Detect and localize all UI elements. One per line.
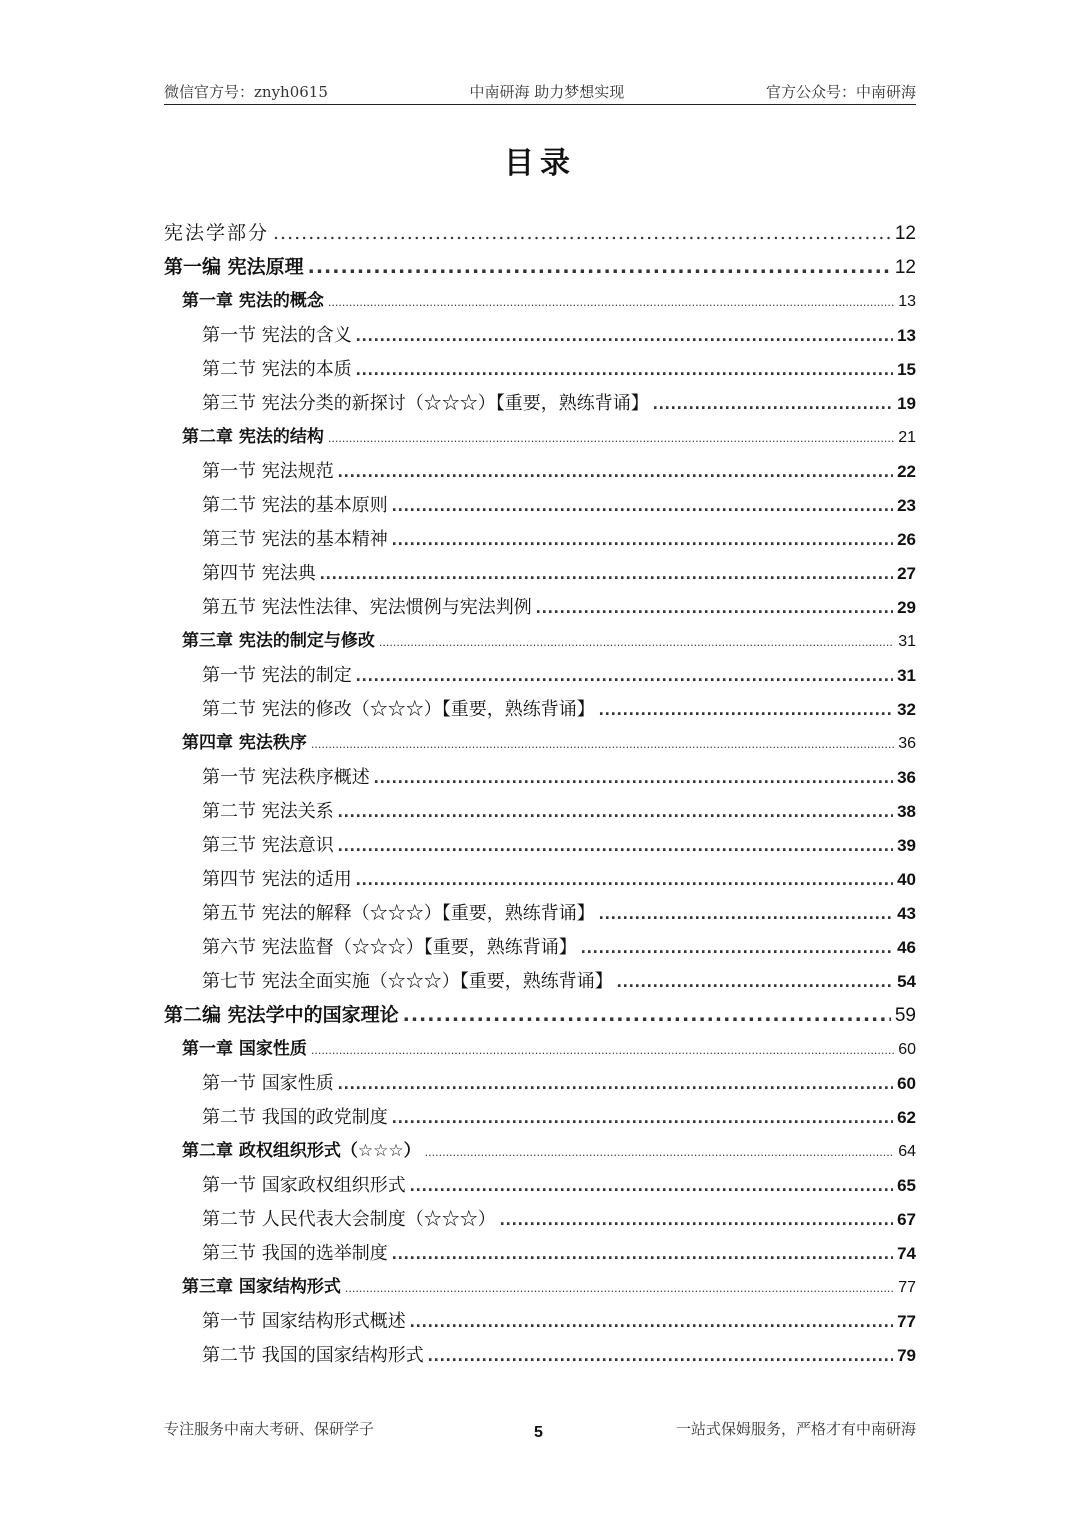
toc-leader-dots	[392, 1100, 893, 1134]
toc-entry-section[interactable]	[164, 828, 916, 862]
toc-entry-chapter[interactable]	[164, 284, 916, 318]
toc-leader-dots	[356, 658, 893, 692]
toc-entry-chapter[interactable]	[164, 624, 916, 658]
toc-leader-dots	[392, 488, 893, 522]
toc-leader-dots	[356, 352, 893, 386]
toc-entry-title: 第四节 宪法典	[202, 563, 316, 584]
toc-leader-dots	[320, 556, 893, 590]
toc-entry-section[interactable]	[164, 1338, 916, 1372]
toc-entry-page: 74	[897, 1244, 916, 1263]
footer-right-text: 一站式保姆服务，严格才有中南研海	[675, 1420, 916, 1438]
toc-leader-dots	[536, 590, 893, 624]
toc-entry-title: 第二节 宪法的修改（☆☆☆）【重要，熟练背诵】	[202, 699, 595, 720]
toc-entry-section[interactable]	[164, 1236, 916, 1270]
toc-leader-dots	[392, 522, 893, 556]
toc-entry-title: 第二节 人民代表大会制度（☆☆☆）	[202, 1209, 496, 1230]
toc-entry-section[interactable]	[164, 692, 916, 726]
toc-entry-title: 第二章 宪法的结构	[182, 427, 324, 447]
toc-entry-section[interactable]	[164, 488, 916, 522]
toc-leader-dots	[273, 216, 891, 250]
toc-entry-title: 第五节 宪法性法律、宪法惯例与宪法判例	[202, 597, 532, 618]
toc-entry-page: 31	[897, 666, 916, 685]
toc-entry-title: 第二节 我国的国家结构形式	[202, 1345, 424, 1366]
toc-entry-section[interactable]	[164, 1304, 916, 1338]
toc-entry-section[interactable]	[164, 318, 916, 352]
toc-entry-section[interactable]	[164, 760, 916, 794]
toc-entry-title: 第一节 国家性质	[202, 1073, 334, 1094]
toc-entry-title: 第三章 宪法的制定与修改	[182, 631, 375, 651]
toc-entry-page: 60	[898, 1041, 916, 1058]
toc-leader-dots	[356, 318, 893, 352]
toc-leader-dots	[356, 862, 893, 896]
toc-entry-page: 65	[897, 1176, 916, 1195]
toc-entry-bian[interactable]	[164, 250, 916, 284]
toc-leader-dots	[338, 454, 893, 488]
toc-entry-title: 第一节 宪法的制定	[202, 665, 352, 686]
toc-entry-page: 43	[897, 904, 916, 923]
toc-entry-page: 60	[897, 1074, 916, 1093]
toc-leader-dots	[338, 1066, 893, 1100]
toc-entry-title: 第三节 宪法意识	[202, 835, 334, 856]
toc-leader-dots	[392, 1236, 893, 1270]
toc-entry-section[interactable]	[164, 658, 916, 692]
toc-leader-dots	[311, 728, 894, 762]
toc-entry-section[interactable]	[164, 896, 916, 930]
toc-leader-dots	[410, 1168, 893, 1202]
toc-entry-page: 19	[897, 394, 916, 413]
toc-leader-dots	[308, 250, 891, 284]
toc-entry-section[interactable]	[164, 522, 916, 556]
toc-entry-section[interactable]	[164, 454, 916, 488]
toc-entry-page: 77	[897, 1312, 916, 1331]
toc-entry-section[interactable]	[164, 930, 916, 964]
toc-entry-section[interactable]	[164, 1168, 916, 1202]
toc-entry-page: 36	[898, 735, 916, 752]
toc-entry-page: 36	[897, 768, 916, 787]
toc-leader-dots	[311, 1034, 894, 1068]
toc-entry-section[interactable]	[164, 1202, 916, 1236]
toc-entry-page: 12	[894, 257, 916, 278]
toc-entry-page: 23	[897, 496, 916, 515]
toc-entry-page: 13	[898, 293, 916, 310]
page-title: 目录	[504, 146, 576, 181]
header-wechat-id: 微信官方号：znyh0615	[164, 83, 328, 101]
toc-leader-dots	[374, 760, 893, 794]
toc-entry-section[interactable]	[164, 794, 916, 828]
toc-leader-dots	[599, 896, 893, 930]
toc-leader-dots	[428, 1338, 893, 1372]
toc-entry-title: 第一节 国家结构形式概述	[202, 1311, 406, 1332]
toc-entry-page: 29	[897, 598, 916, 617]
toc-entry-page: 31	[898, 633, 916, 650]
toc-entry-part[interactable]	[164, 216, 916, 250]
toc-leader-dots	[617, 964, 893, 998]
toc-entry-title: 第一章 国家性质	[182, 1039, 307, 1059]
toc-entry-title: 第二节 宪法的本质	[202, 359, 352, 380]
toc-entry-page: 12	[894, 223, 916, 244]
toc-entry-section[interactable]	[164, 386, 916, 420]
toc-entry-page: 62	[897, 1108, 916, 1127]
toc-entry-page: 40	[897, 870, 916, 889]
toc-entry-title: 第三节 宪法的基本精神	[202, 529, 388, 550]
toc-entry-title: 第一节 宪法秩序概述	[202, 767, 370, 788]
toc-leader-dots	[500, 1202, 893, 1236]
page-number: 5	[534, 1424, 543, 1441]
toc-entry-section[interactable]	[164, 964, 916, 998]
toc-leader-dots	[328, 422, 894, 456]
toc-entry-title: 第三节 宪法分类的新探讨（☆☆☆）【重要，熟练背诵】	[202, 393, 649, 414]
toc-entry-page: 13	[897, 326, 916, 345]
toc-entry-section[interactable]	[164, 1100, 916, 1134]
page-header	[164, 78, 916, 105]
toc-leader-dots	[403, 998, 891, 1032]
toc-entry-title: 第一节 宪法的含义	[202, 325, 352, 346]
toc-entry-title: 第二章 政权组织形式（☆☆☆）	[182, 1141, 421, 1161]
toc-entry-page: 38	[897, 802, 916, 821]
toc-entry-title: 第六节 宪法监督（☆☆☆）【重要，熟练背诵】	[202, 937, 577, 958]
toc-entry-page: 32	[897, 700, 916, 719]
toc-entry-title: 第二节 宪法的基本原则	[202, 495, 388, 516]
toc-entry-page: 64	[898, 1143, 916, 1160]
toc-entry-page: 46	[897, 938, 916, 957]
toc-leader-dots	[581, 930, 893, 964]
toc-entry-title: 第一编 宪法原理	[164, 256, 304, 278]
toc-leader-dots	[338, 794, 893, 828]
toc-entry-title: 第一节 宪法规范	[202, 461, 334, 482]
toc-entry-page: 21	[898, 429, 916, 446]
toc-leader-dots	[338, 828, 893, 862]
toc-entry-page: 79	[897, 1346, 916, 1365]
toc-entry-title: 第二编 宪法学中的国家理论	[164, 1004, 399, 1026]
toc-leader-dots	[345, 1272, 894, 1306]
toc-entry-section[interactable]	[164, 862, 916, 896]
toc-leader-dots	[328, 286, 894, 320]
toc-entry-title: 第三节 我国的选举制度	[202, 1243, 388, 1264]
toc-leader-dots	[425, 1136, 895, 1170]
toc-entry-page: 67	[897, 1210, 916, 1229]
toc-entry-section[interactable]	[164, 1066, 916, 1100]
header-official-account: 官方公众号：中南研海	[765, 83, 916, 101]
toc-leader-dots	[599, 692, 893, 726]
toc-entry-section[interactable]	[164, 556, 916, 590]
toc-entry-title: 第七节 宪法全面实施（☆☆☆）【重要，熟练背诵】	[202, 971, 613, 992]
toc-entry-page: 54	[897, 972, 916, 991]
page-footer	[164, 1418, 916, 1439]
footer-left-text: 专注服务中南大考研、保研学子	[164, 1420, 375, 1438]
toc-entry-chapter[interactable]	[164, 1134, 916, 1168]
toc-entry-bian[interactable]	[164, 998, 916, 1032]
toc-entry-page: 22	[897, 462, 916, 481]
toc-entry-section[interactable]	[164, 352, 916, 386]
toc-entry-page: 27	[897, 564, 916, 583]
toc-entry-title: 第二节 宪法关系	[202, 801, 334, 822]
toc-entry-chapter[interactable]	[164, 1032, 916, 1066]
toc-entry-page: 39	[897, 836, 916, 855]
toc-entry-chapter[interactable]	[164, 726, 916, 760]
toc-leader-dots	[653, 386, 893, 420]
toc-entry-title: 第一章 宪法的概念	[182, 291, 324, 311]
toc-entry-title: 宪法学部分	[164, 222, 270, 244]
toc-leader-dots	[410, 1304, 893, 1338]
toc-entry-chapter[interactable]	[164, 1270, 916, 1304]
toc-entry-page: 77	[898, 1279, 916, 1296]
table-of-contents	[164, 216, 916, 1372]
toc-entry-title: 第四章 宪法秩序	[182, 733, 307, 753]
toc-entry-page: 15	[897, 360, 916, 379]
toc-entry-title: 第五节 宪法的解释（☆☆☆）【重要，熟练背诵】	[202, 903, 595, 924]
header-slogan: 中南研海 助力梦想实现	[469, 83, 625, 101]
toc-leader-dots	[379, 626, 894, 660]
toc-entry-page: 26	[897, 530, 916, 549]
toc-entry-page: 59	[894, 1005, 916, 1026]
toc-entry-section[interactable]	[164, 590, 916, 624]
toc-entry-title: 第四节 宪法的适用	[202, 869, 352, 890]
toc-entry-title: 第一节 国家政权组织形式	[202, 1175, 406, 1196]
toc-entry-title: 第二节 我国的政党制度	[202, 1107, 388, 1128]
toc-entry-title: 第三章 国家结构形式	[182, 1277, 341, 1297]
toc-entry-chapter[interactable]	[164, 420, 916, 454]
